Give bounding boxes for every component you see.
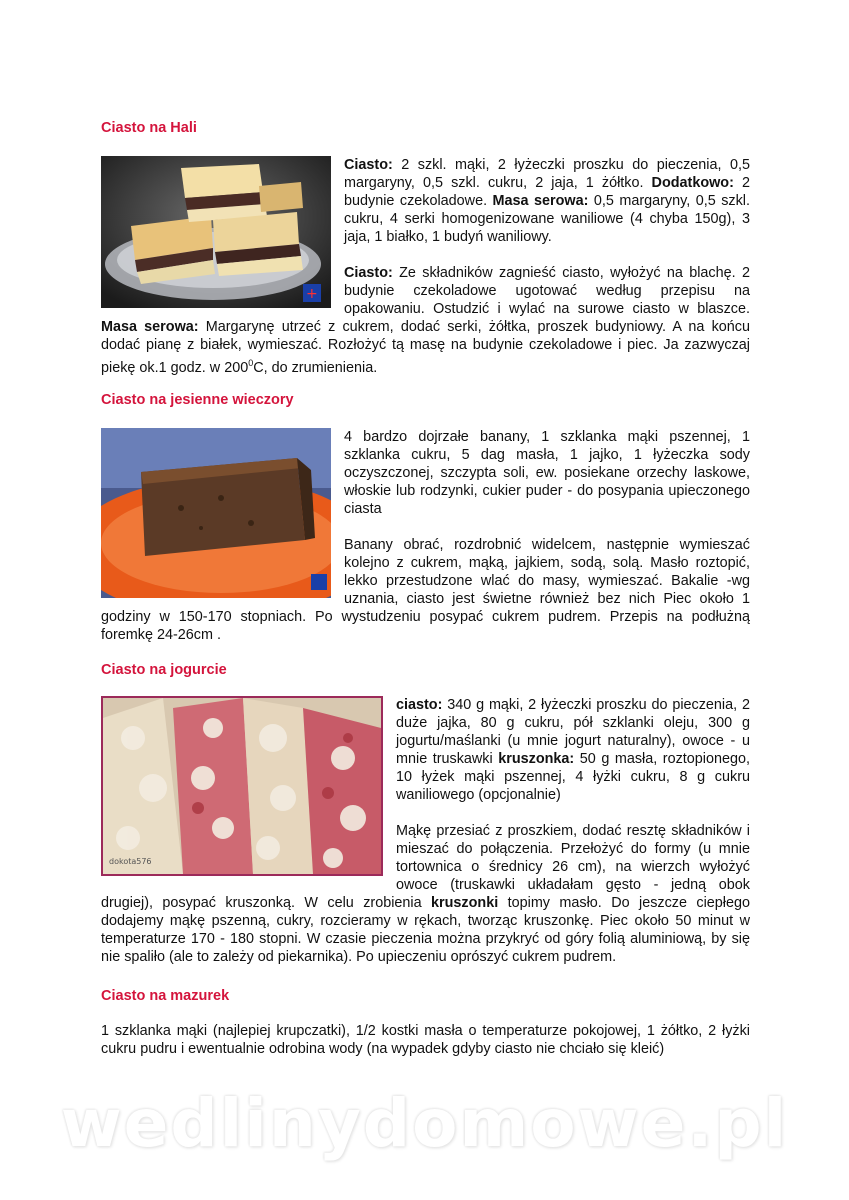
crumble-cake-image (103, 698, 381, 874)
text-run: Ze składników zagnieść ciasto, wyłożyć na blachę. 2 budynie czekoladowe ugotować według przepisu na opakowaniu. Ostudzić i wylać na surowe ciasto w blaszce. (344, 265, 750, 317)
degree-superscript: 0 (248, 358, 254, 368)
cheesecake-photo (101, 156, 331, 308)
bold-label: Ciasto: (344, 157, 393, 173)
recipe-title: Ciasto na mazurek (101, 988, 230, 1004)
text-run: topimy masło. Do jeszcze ciepłego dodajemy mąkę pszenną, cukry, rozcieramy w rękach, tworząc kruszonkę. Piec około 50 minut w temperaturze 170 - 180 stopni. W czasie pieczenia można przykryć od góry folią aluminiową, by się nie spaliło (ale to zależy od piekarnika). Po upieczeniu oprószyć cukrem pudrem. (101, 895, 751, 965)
photo-caption: dokota576 (109, 857, 152, 866)
text-run: 340 g mąki, 2 łyżeczki proszku do pieczenia, 2 duże jajka, 80 g cukru, pół szklanki oleju, 300 g jogurtu/maślanki (u mnie jogurt naturalny), owoce - u mnie truskawki (396, 697, 750, 767)
recipe-title: Ciasto na jesienne wieczory (101, 392, 294, 408)
recipe-section (101, 1022, 750, 1058)
watermark: wedlinydomowe.pl (60, 1085, 789, 1162)
cheesecake-image (101, 156, 331, 308)
text-run: Mąkę przesiać z proszkiem, dodać resztę składników i mieszać do połączenia. Przełożyć do formy (u mnie tortownica o średnicy 26 cm), na wierzch wyłożyć owoce (truskawki układałam gęsto - jedną obok drugiej), posypać kruszonką. W celu zrobienia (101, 823, 750, 911)
recipe-title: Ciasto na jogurcie (101, 662, 227, 678)
bold-label: Dodatkowo: (651, 175, 734, 191)
text-run: C, do zrumienienia. (253, 359, 378, 376)
bold-label: ciasto: (396, 697, 443, 713)
recipe-section (101, 428, 750, 644)
bold-label: kruszonki (431, 895, 499, 911)
banana-bread-photo (101, 428, 331, 598)
bold-label: Ciasto: (344, 265, 393, 281)
banana-bread-image (101, 428, 331, 598)
recipe-section (101, 156, 750, 377)
text-run: Margarynę utrzeć z cukrem, dodać serki, żółtka, proszek budyniowy. A na końcu dodać pianę z białek, wymieszać. Rozłożyć tą masę na budynie czekoladowe i piec. Ja zazwyczaj piekę ok.1 godz. w 200 (101, 319, 751, 376)
recipe-section (101, 696, 750, 966)
text-run: 2 szkl. mąki, 2 łyżeczki proszku do pieczenia, 0,5 margaryny, 0,5 szkl. cukru, 2 jaja, 1 żółtko. (344, 157, 750, 191)
bold-label: kruszonka: (498, 751, 575, 767)
text-run: 50 g masła, roztopionego, 10 łyżek mąki pszennej, 4 łyżki cukru, 8 g cukru waniliowego (opcjonalnie) (396, 751, 750, 803)
text-run: 0,5 margaryny, 0,5 szkl. cukru, 4 serki homogenizowane waniliowe (4 chyba 150g), 3 jaja, 1 białko, 1 budyń waniliowy. (344, 193, 750, 245)
crumble-cake-photo (101, 696, 383, 876)
svg-text:+: + (306, 286, 318, 302)
text-run: 1 szklanka mąki (najlepiej krupczatki), 1/2 kostki masła o temperaturze pokojowej, 1 żółtko, 2 łyżki cukru pudru i ewentualnie odrobina wody (na wypadek gdyby ciasto nie chciało się kleić) (101, 1023, 750, 1057)
recipe-ingredients (101, 1022, 750, 1058)
text-run: Banany obrać, rozdrobnić widelcem, następnie wymieszać kolejno z cukrem, mąką, jajkiem, sodą, solą. Masło roztopić, lekko przestudzone wlać do masy, wymieszać. Bakalie -wg uznania, ciasto jest świetne również bez nich Piec około 1 godziny w 150-170 stopniach. Po wystudzeniu posypać cukrem pudrem. Przepis na podłużną foremkę 24-26cm . (101, 537, 750, 643)
recipe-title: Ciasto na Hali (101, 120, 197, 136)
text-run: 4 bardzo dojrzałe banany, 1 szklanka mąki pszennej, 1 szklanka cukru, 5 dag masła, 1 jajko, 1 łyżeczka sody oczyszczonej, szczypta soli, ew. posiekane orzechy laskowe, włoskie lub rodzynki, cukier puder - do posypania upieczonego ciasta (344, 429, 750, 517)
bold-label: Masa serowa: (101, 319, 199, 335)
text-run: 2 budynie czekoladowe. (344, 175, 750, 209)
bold-label: Masa serowa: (492, 193, 589, 209)
